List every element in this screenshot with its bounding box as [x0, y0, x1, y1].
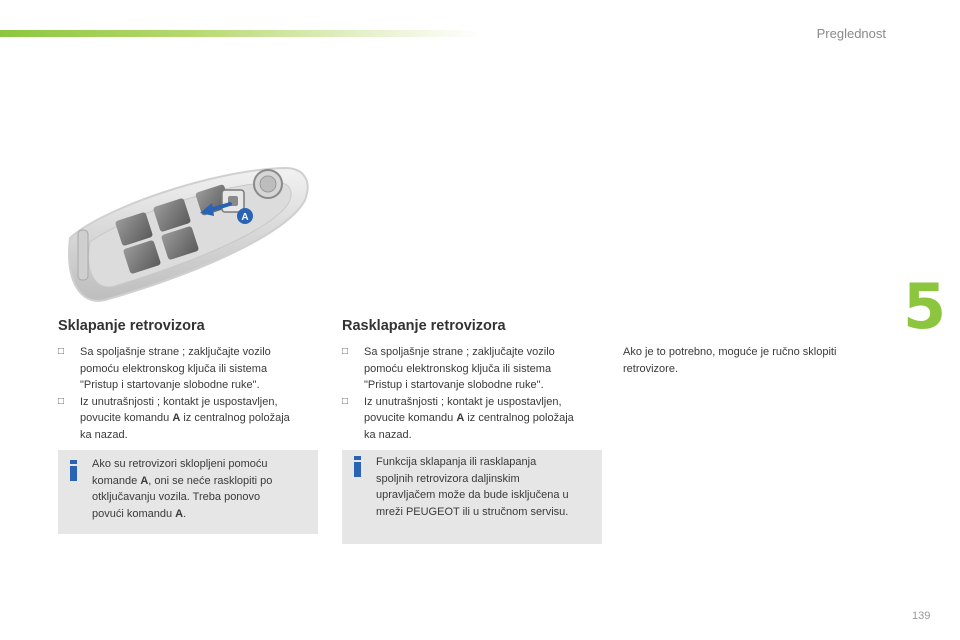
list-item: □ Iz unutrašnjosti ; kontakt je uspostavljen, povucite komandu A iz centralnog položaja ka nazad. — [58, 395, 290, 441]
page-number: 139 — [912, 610, 931, 622]
unfolding-heading: Rasklapanje retrovizora — [342, 318, 506, 334]
switch-panel-illustration — [60, 160, 320, 310]
chapter-number: 5 — [903, 270, 947, 343]
checkbox-bullet-icon: □ — [342, 395, 349, 407]
header-accent-bar — [0, 30, 480, 37]
unfolding-info-box: Funkcija sklapanja ili rasklapanja spoljnih retrovizora daljinskim upravljačem može da bude isključena u mreži PEUGEOT ili u stručnom servisu. — [342, 450, 602, 544]
info-icon — [70, 460, 78, 481]
folding-heading: Sklapanje retrovizora — [58, 318, 205, 334]
folding-steps — [58, 344, 320, 443]
door-handle — [78, 230, 88, 280]
callout-a-label: A — [241, 212, 249, 223]
section-title: Preglednost — [816, 26, 886, 41]
list-item: □ Iz unutrašnjosti ; kontakt je uspostavljen, povucite komandu A iz centralnog položaja ka nazad. — [342, 395, 574, 441]
fold-command-switch — [222, 190, 244, 212]
unfolding-steps — [342, 344, 604, 443]
mirror-control-knob — [254, 170, 282, 198]
callout-a-badge — [237, 208, 253, 224]
checkbox-bullet-icon: □ — [342, 346, 349, 357]
info-icon — [354, 456, 362, 477]
checkbox-bullet-icon: □ — [58, 346, 65, 357]
checkbox-bullet-icon: □ — [58, 395, 65, 407]
list-item: □ Sa spoljašnje strane ; zaključajte vozilo pomoću elektronskog ključa ili sistema "Pristup i startovanje slobodne ruke". — [342, 346, 555, 391]
folding-info-box: Ako su retrovizori sklopljeni pomoću komande A, oni se neće rasklopiti po otključavanju vozila. Treba ponovo povući komandu A. — [58, 450, 318, 534]
manual-fold-note: Ako je to potrebno, moguće je ručno sklopiti retrovizore. — [623, 346, 837, 375]
list-item: □ Sa spoljašnje strane ; zaključajte vozilo pomoću elektronskog ključa ili sistema "Pristup i startovanje slobodne ruke". — [58, 346, 271, 391]
